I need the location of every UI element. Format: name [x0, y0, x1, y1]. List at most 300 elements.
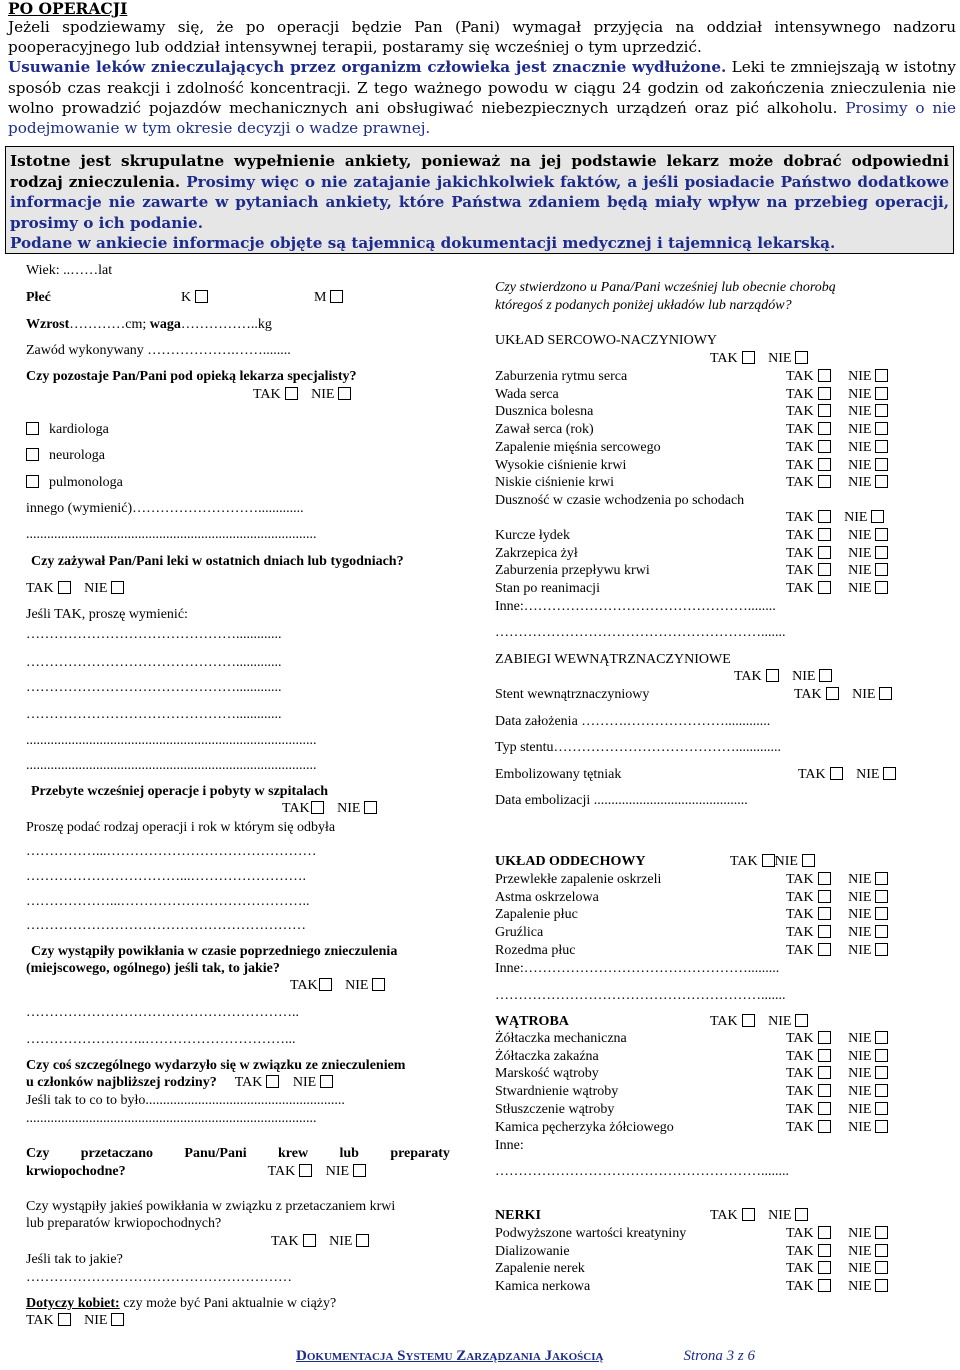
surgeries-tak-nie[interactable] — [282, 800, 377, 818]
transfusion-word: przetaczano — [80, 1146, 154, 1161]
tak-label: TAK — [267, 1164, 296, 1179]
checkbox[interactable] — [875, 1120, 888, 1133]
tak-nie-options[interactable] — [786, 562, 888, 580]
tak-nie-options[interactable] — [786, 889, 888, 907]
checkbox[interactable] — [818, 925, 831, 938]
checkbox[interactable] — [875, 1084, 888, 1097]
transfusion-word: lub — [339, 1146, 359, 1161]
nie-label: NIE — [848, 1261, 872, 1277]
nie-label: NIE — [852, 687, 876, 702]
checkbox[interactable] — [795, 1208, 808, 1221]
checkbox[interactable] — [875, 1049, 888, 1062]
checkbox[interactable] — [818, 581, 831, 594]
tak-label: TAK — [786, 545, 814, 561]
checkbox[interactable] — [818, 1226, 831, 1239]
page-footer — [296, 1348, 755, 1365]
sex-m-option[interactable] — [314, 289, 343, 307]
weight-label: waga — [149, 317, 181, 332]
checkbox[interactable] — [875, 1279, 888, 1292]
checkbox[interactable] — [826, 687, 839, 700]
height-weight-field[interactable] — [26, 316, 272, 334]
checkbox[interactable] — [875, 890, 888, 903]
checkbox[interactable] — [742, 1014, 755, 1027]
tak-nie-options[interactable] — [786, 1243, 888, 1261]
checkbox[interactable] — [818, 510, 831, 523]
checkbox[interactable] — [875, 872, 888, 885]
family-question-line1: Czy coś szczególnego wydarzyło się w związku ze znieczuleniem — [26, 1058, 406, 1073]
tak-label: TAK — [271, 1234, 299, 1249]
checkbox[interactable] — [742, 1208, 755, 1221]
transfusion-text: krwiopochodne? — [26, 1164, 126, 1179]
nie-label: NIE — [311, 387, 335, 402]
tak-label: TAK — [730, 854, 758, 869]
notice-box — [5, 146, 954, 254]
checkbox[interactable] — [818, 1084, 831, 1097]
embolization-date-field[interactable]: Data embolizacji ............................................ — [495, 793, 748, 808]
liver-section-tak-nie[interactable] — [710, 1013, 808, 1031]
tak-label: TAK — [710, 1014, 738, 1029]
tak-label: TAK — [710, 1208, 738, 1223]
checkbox[interactable] — [875, 563, 888, 576]
checkbox[interactable] — [311, 801, 324, 814]
checkbox[interactable] — [266, 1075, 279, 1088]
checkbox[interactable] — [795, 1014, 808, 1027]
family-question-line2[interactable] — [26, 1074, 333, 1092]
kidney-section-tak-nie[interactable] — [710, 1207, 808, 1225]
tak-label: TAK — [786, 1243, 814, 1259]
checkbox[interactable] — [319, 978, 332, 991]
list-item: Stłuszczenie wątroby — [495, 1101, 615, 1117]
checkbox[interactable] — [111, 1313, 124, 1326]
sex-k-label: K — [181, 290, 192, 305]
dotted-line[interactable]: ................................................................................... — [26, 758, 317, 773]
checkbox[interactable] — [338, 387, 351, 400]
checkbox[interactable] — [818, 440, 831, 453]
tak-nie-options[interactable] — [786, 527, 888, 545]
checkbox[interactable] — [320, 1075, 333, 1088]
notice-part-3: Podane w ankiecie informacje objęte są tajemnicą dokumentacji medycznej i tajemnicą lekarską. — [10, 234, 836, 252]
checkbox[interactable] — [111, 581, 124, 594]
list-item: Podwyższone wartości kreatyniny — [495, 1226, 687, 1241]
nie-label: NIE — [848, 422, 872, 438]
nie-label: NIE — [768, 351, 792, 366]
age-field[interactable]: Wiek: ..……lat — [26, 263, 113, 278]
nie-label: NIE — [84, 1313, 108, 1328]
sex-m-label: M — [314, 290, 327, 305]
checkbox[interactable] — [818, 1102, 831, 1115]
checkbox[interactable] — [299, 1164, 312, 1177]
tak-label: TAK — [786, 528, 814, 543]
checkbox[interactable] — [818, 387, 831, 400]
sex-k-option[interactable] — [181, 289, 208, 307]
transfusion-word: preparaty — [390, 1146, 450, 1161]
checkbox[interactable] — [875, 546, 888, 559]
tak-nie-options[interactable] — [786, 368, 888, 386]
checkbox[interactable] — [830, 767, 843, 780]
tak-label: TAK — [786, 1101, 814, 1117]
checkbox[interactable] — [875, 369, 888, 382]
checkbox[interactable] — [818, 563, 831, 576]
nie-label: NIE — [848, 563, 872, 579]
occupation-field[interactable]: Zawód wykonywany ……………….……........ — [26, 343, 291, 358]
tak-label: TAK — [786, 1279, 814, 1295]
nie-label: NIE — [848, 1279, 872, 1295]
tak-label: TAK — [798, 767, 826, 782]
tak-nie-options[interactable] — [786, 942, 888, 960]
tak-label: TAK — [290, 978, 318, 993]
tak-nie-options[interactable] — [786, 1225, 888, 1243]
checkbox[interactable] — [795, 351, 808, 364]
checkbox[interactable] — [303, 1234, 316, 1247]
nie-label: NIE — [848, 1031, 872, 1046]
checkbox[interactable] — [875, 1066, 888, 1079]
stent-tak-nie[interactable] — [794, 686, 892, 704]
tak-label: TAK — [786, 369, 814, 384]
height-label: Wzrost — [26, 317, 70, 332]
checkbox[interactable] — [372, 978, 385, 991]
checkbox[interactable] — [883, 767, 896, 780]
section-heading: PO OPERACJI — [8, 0, 128, 18]
cardio-section-tak-nie[interactable] — [710, 350, 808, 368]
tak-nie-options[interactable] — [786, 924, 888, 942]
nie-label: NIE — [848, 581, 872, 597]
checkbox[interactable] — [875, 528, 888, 541]
tak-label: TAK — [786, 907, 814, 923]
tak-label: TAK — [26, 581, 54, 596]
dotted-line[interactable]: ………………………………………............. — [26, 680, 282, 695]
checkbox[interactable] — [875, 1244, 888, 1257]
other-field[interactable]: Inne:…………………………………………......... — [495, 961, 780, 976]
nie-label: NIE — [848, 1243, 872, 1259]
tak-nie-options[interactable] — [786, 545, 888, 563]
tak-label: TAK — [786, 942, 814, 958]
nie-label: NIE — [848, 1101, 872, 1117]
tak-nie-options[interactable] — [786, 421, 888, 439]
tak-label: TAK — [786, 1261, 814, 1277]
intro-text: Leki te zmniejszają w istotny sposób czas reakcji i zdolność koncentracji. Z tego ważnego powodu w ciągu 24 godzin od zakończenia znieczulenia nie wolno prowadzić pojazdów mechanicznych ani obsługiwać niebezpiecznych urządzeń oraz pić alkoholu. — [8, 58, 956, 117]
list-item: Zapalenie płuc — [495, 907, 578, 923]
checkbox[interactable] — [356, 1234, 369, 1247]
nie-label: NIE — [848, 925, 872, 941]
nie-label: NIE — [844, 510, 868, 525]
checkbox[interactable] — [875, 1102, 888, 1115]
tak-label: TAK — [786, 404, 814, 420]
respiratory-section-title: UKŁAD ODDECHOWY — [495, 854, 646, 869]
checkbox[interactable] — [818, 907, 831, 920]
checkbox[interactable] — [819, 669, 832, 682]
tak-label: TAK — [786, 475, 814, 491]
endovascular-section-tak-nie[interactable] — [734, 668, 832, 686]
nie-label: NIE — [848, 457, 872, 473]
other-field[interactable]: Inne:…………………………………………........ — [495, 599, 776, 614]
tak-label: TAK — [786, 386, 814, 402]
checkbox[interactable] — [818, 369, 831, 382]
organs-question-line1: Czy stwierdzono u Pana/Pani wcześniej lub obecnie chorobą — [495, 280, 836, 295]
checkbox[interactable] — [875, 458, 888, 471]
checkbox[interactable] — [875, 581, 888, 594]
tak-label: TAK — [786, 563, 814, 579]
option-pulmonologist[interactable] — [26, 474, 123, 492]
tak-label: TAK — [253, 387, 281, 402]
checkbox[interactable] — [875, 387, 888, 400]
tak-label: TAK — [786, 1031, 814, 1046]
tak-label: TAK — [786, 872, 814, 887]
nie-label: NIE — [848, 386, 872, 402]
aneurysm-tak-nie[interactable] — [798, 766, 896, 784]
dotted-line[interactable]: ………………………………………............. — [26, 707, 282, 722]
transfusion-complications-tak-nie[interactable] — [271, 1233, 369, 1251]
checkbox[interactable] — [330, 290, 343, 303]
dotted-line[interactable]: ………………………………………………… — [26, 1270, 292, 1285]
organs-question-line2: któregoś z podanych poniżej układów lub narządów? — [495, 298, 792, 313]
tak-nie-options[interactable] — [786, 1260, 888, 1278]
tak-label: TAK — [786, 889, 814, 905]
nie-label: NIE — [774, 854, 798, 869]
checkbox[interactable] — [58, 581, 71, 594]
tak-label: TAK — [786, 925, 814, 941]
nie-label: NIE — [329, 1234, 353, 1249]
stent-type-field[interactable]: Typ stentu…………………………………............. — [495, 740, 782, 755]
nie-label: NIE — [292, 1075, 317, 1090]
nie-label: NIE — [768, 1208, 792, 1223]
tak-label: TAK — [794, 687, 822, 702]
checkbox[interactable] — [875, 907, 888, 920]
list-item: Wysokie ciśnienie krwi — [495, 457, 627, 473]
checkbox[interactable] — [818, 1261, 831, 1274]
tak-nie-options[interactable] — [786, 1048, 888, 1066]
aneurysm-item: Embolizowany tętniak — [495, 767, 622, 782]
nie-label: NIE — [792, 669, 816, 684]
nie-label: NIE — [848, 369, 872, 384]
list-item: Kamica pęcherzyka żółciowego — [495, 1119, 674, 1135]
checkbox[interactable] — [871, 510, 884, 523]
dotted-line[interactable]: ………………………………………………….. — [26, 1005, 299, 1020]
notice-part-1: Istotne jest skrupulatne wypełnienie ankiety, ponieważ na jej podstawie lekarz może dobrać odpowiedni rodzaj znieczulenia. — [10, 152, 949, 191]
respiratory-section-tak-nie[interactable] — [730, 853, 815, 871]
checkbox[interactable] — [875, 925, 888, 938]
option-label: neurologa — [49, 448, 105, 463]
list-item: Kamica nerkowa — [495, 1279, 591, 1295]
nie-label: NIE — [848, 475, 872, 491]
dotted-line[interactable]: ……………...……………………………………… — [26, 844, 317, 859]
other-specialist-field[interactable]: innego (wymienić)………………………............. — [26, 501, 304, 516]
tak-label: TAK — [786, 457, 814, 473]
checkbox[interactable] — [195, 290, 208, 303]
endovascular-section-title: ZABIEGI WEWNĄTRZNACZYNIOWE — [495, 652, 731, 667]
dotted-line[interactable]: ………………………………………............. — [26, 655, 282, 670]
family-question-text: u członków najbliższej rodziny? — [26, 1075, 217, 1090]
dotted-line[interactable]: …………………………………………………… — [26, 918, 306, 933]
list-item: Kurcze łydek — [495, 528, 571, 543]
nie-label: NIE — [337, 801, 361, 816]
dotted-line[interactable]: ………………...………………………………….. — [26, 894, 310, 909]
checkbox[interactable] — [818, 458, 831, 471]
checkbox[interactable] — [818, 890, 831, 903]
checkbox[interactable] — [875, 422, 888, 435]
complications-question-line2: (miejscowego, ogólnego) jeśli tak, to jakie? — [26, 961, 280, 976]
checkbox[interactable] — [818, 546, 831, 559]
tak-nie-options[interactable] — [786, 403, 888, 421]
footer-page-number: Strona 3 z 6 — [683, 1348, 756, 1364]
medications-tak-nie[interactable] — [26, 580, 124, 598]
checkbox[interactable] — [364, 801, 377, 814]
checkbox[interactable] — [818, 404, 831, 417]
tak-nie-options[interactable] — [786, 1030, 888, 1048]
checkbox[interactable] — [818, 422, 831, 435]
stent-date-field[interactable]: Data założenia ……….…………………............. — [495, 714, 771, 729]
checkbox[interactable] — [353, 1164, 366, 1177]
liver-section-title: WĄTROBA — [495, 1014, 569, 1029]
nie-label: NIE — [848, 439, 872, 455]
nie-label: NIE — [848, 907, 872, 923]
medications-question: Czy zażywał Pan/Pani leki w ostatnich dniach lub tygodniach? — [31, 554, 404, 569]
transfusion-complications-line2: lub preparatów krwiopochodnych? — [26, 1216, 222, 1231]
tak-label: TAK — [710, 351, 738, 366]
list-item: Astma oskrzelowa — [495, 889, 599, 905]
sex-label: Płeć — [26, 290, 51, 305]
notice-part-2: Prosimy więc o nie zatajanie jakichkolwiek faktów, a jeśli posiadacie Państwo dodatkowe informacje nie zawarte w pytaniach ankiety, które Państwa zdaniem będą miały wpływ na przebieg operacji, prosimy o ich podanie. — [10, 172, 949, 232]
tak-label: TAK — [786, 422, 814, 438]
tak-nie-options[interactable] — [786, 386, 888, 404]
tak-label: TAK — [786, 1226, 814, 1241]
specialist-tak-nie[interactable] — [253, 386, 351, 404]
tak-nie-options[interactable] — [786, 439, 888, 457]
tak-nie-options[interactable] — [786, 1101, 888, 1119]
intro-blue-text: Prosimy o nie podejmowanie w tym okresie decyzji o wadze prawnej. — [8, 98, 956, 138]
dotted-line[interactable]: …………………………………………………....... — [495, 988, 786, 1003]
dotted-line[interactable]: ................................................................................... — [26, 527, 317, 542]
other-field[interactable]: Inne: — [495, 1138, 524, 1153]
list-item: Zawał serca (rok) — [495, 422, 594, 438]
checkbox[interactable] — [875, 404, 888, 417]
specialist-question: Czy pozostaje Pan/Pani pod opieką lekarza specjalisty? — [26, 369, 357, 384]
dotted-line[interactable]: ………………………………………............. — [26, 627, 282, 642]
dotted-line[interactable]: …………………………………………………........ — [495, 1164, 789, 1179]
checkbox[interactable] — [875, 943, 888, 956]
transfusion-question-line2[interactable] — [26, 1163, 366, 1181]
checkbox[interactable] — [58, 1313, 71, 1326]
tak-nie-options[interactable] — [786, 1119, 888, 1137]
nie-label: NIE — [848, 528, 872, 543]
list-item: Stwardnienie wątroby — [495, 1084, 619, 1100]
tak-nie-options[interactable] — [786, 871, 888, 889]
checkbox[interactable] — [742, 351, 755, 364]
transfusion-detail-prompt: Jeśli tak to jakie? — [26, 1252, 123, 1267]
complications-question-line1: Czy wystąpiły powikłania w czasie poprzedniego znieczulenia — [31, 944, 398, 959]
nie-label: NIE — [848, 545, 872, 561]
checkbox[interactable] — [26, 448, 39, 461]
surgeries-prompt: Proszę podać rodzaj operacji i rok w którym się odbyła — [26, 820, 336, 835]
nie-label: NIE — [848, 1066, 872, 1082]
nie-label: NIE — [848, 1119, 872, 1135]
nie-label: NIE — [345, 978, 369, 993]
checkbox[interactable] — [875, 1031, 888, 1044]
list-item: Dializowanie — [495, 1243, 570, 1259]
tak-label: TAK — [786, 1066, 814, 1082]
option-cardiologist[interactable] — [26, 421, 109, 439]
checkbox[interactable] — [818, 1279, 831, 1292]
nie-label: NIE — [325, 1164, 350, 1179]
checkbox[interactable] — [818, 1031, 831, 1044]
pregnancy-tak-nie[interactable] — [26, 1312, 124, 1330]
tak-nie-options[interactable] — [786, 474, 888, 492]
list-item: Rozedma płuc — [495, 942, 576, 958]
dotted-line[interactable]: ……………………………...……………………. — [26, 869, 306, 884]
complications-tak-nie[interactable] — [290, 977, 385, 995]
tak-nie-options[interactable] — [786, 580, 888, 598]
option-label: kardiologa — [49, 422, 109, 437]
tak-label: TAK — [282, 801, 310, 816]
checkbox[interactable] — [879, 687, 892, 700]
tak-nie-options[interactable] — [786, 1278, 888, 1296]
dyspnea-item: Duszność w czasie wchodzenia po schodach — [495, 493, 745, 508]
list-item: Zaburzenia przepływu krwi — [495, 563, 650, 579]
nie-label: NIE — [856, 767, 880, 782]
checkbox[interactable] — [818, 1244, 831, 1257]
checkbox[interactable] — [26, 475, 39, 488]
checkbox[interactable] — [762, 854, 775, 867]
dotted-line[interactable]: ................................................................................... — [26, 1111, 317, 1126]
cardio-section-title: UKŁAD SERCOWO-NACZYNIOWY — [495, 333, 718, 348]
checkbox[interactable] — [875, 475, 888, 488]
checkbox[interactable] — [26, 422, 39, 435]
intro-paragraph-1: Jeżeli spodziewamy się, że po operacji będzie Pan (Pani) wymagał przyjęcia na oddział intensywnego nadzoru pooperacyjnego lub oddział intensywnej terapii, postaramy się wcześniej o tym uprzedzić. — [8, 18, 956, 57]
list-item: Marskość wątroby — [495, 1066, 599, 1082]
checkbox[interactable] — [818, 475, 831, 488]
list-item: Żółtaczka mechaniczna — [495, 1031, 627, 1046]
list-item: Zapalenie nerek — [495, 1261, 585, 1277]
checkbox[interactable] — [818, 1049, 831, 1062]
checkbox[interactable] — [875, 1226, 888, 1239]
tak-nie-options[interactable] — [786, 906, 888, 924]
checkbox[interactable] — [818, 528, 831, 541]
list-item: Gruźlica — [495, 925, 544, 941]
tak-nie-options[interactable] — [786, 457, 888, 475]
transfusion-word: Panu/Pani — [184, 1146, 247, 1161]
checkbox[interactable] — [875, 1261, 888, 1274]
option-neurologist[interactable] — [26, 447, 105, 465]
checkbox[interactable] — [875, 440, 888, 453]
height-dots: …………cm; — [69, 317, 150, 332]
checkbox[interactable] — [818, 1066, 831, 1079]
checkbox[interactable] — [285, 387, 298, 400]
nie-label: NIE — [768, 1014, 792, 1029]
checkbox[interactable] — [818, 943, 831, 956]
dotted-line[interactable]: …………………………………………………....... — [495, 625, 786, 640]
tak-nie-options[interactable] — [786, 1083, 888, 1101]
checkbox[interactable] — [818, 1120, 831, 1133]
surgeries-question: Przebyte wcześniej operacje i pobyty w szpitalach — [31, 784, 329, 799]
tak-nie-options[interactable] — [786, 1065, 888, 1083]
pregnancy-question — [26, 1295, 336, 1313]
pregnancy-label: Dotyczy kobiet: — [26, 1296, 120, 1311]
nie-label: NIE — [848, 1048, 872, 1064]
list-item: Żółtaczka zakaźna — [495, 1048, 599, 1064]
checkbox[interactable] — [802, 854, 815, 867]
nie-label: NIE — [848, 942, 872, 958]
nie-label: NIE — [84, 581, 108, 596]
nie-label: NIE — [848, 1084, 872, 1100]
dotted-line[interactable]: ................................................................................... — [26, 733, 317, 748]
list-item: Stan po reanimacji — [495, 581, 600, 597]
transfusion-complications-line1: Czy wystąpiły jakieś powikłania w związku z przetaczaniem krwi — [26, 1199, 396, 1214]
checkbox[interactable] — [818, 872, 831, 885]
checkbox[interactable] — [766, 669, 779, 682]
dotted-line[interactable]: ……………………..…………………………... — [26, 1032, 296, 1047]
dyspnea-tak-nie[interactable] — [786, 509, 884, 527]
family-detail-field[interactable]: Jeśli tak to co to było......................................................... — [26, 1093, 345, 1108]
list-item: Zaburzenia rytmu serca — [495, 369, 628, 384]
